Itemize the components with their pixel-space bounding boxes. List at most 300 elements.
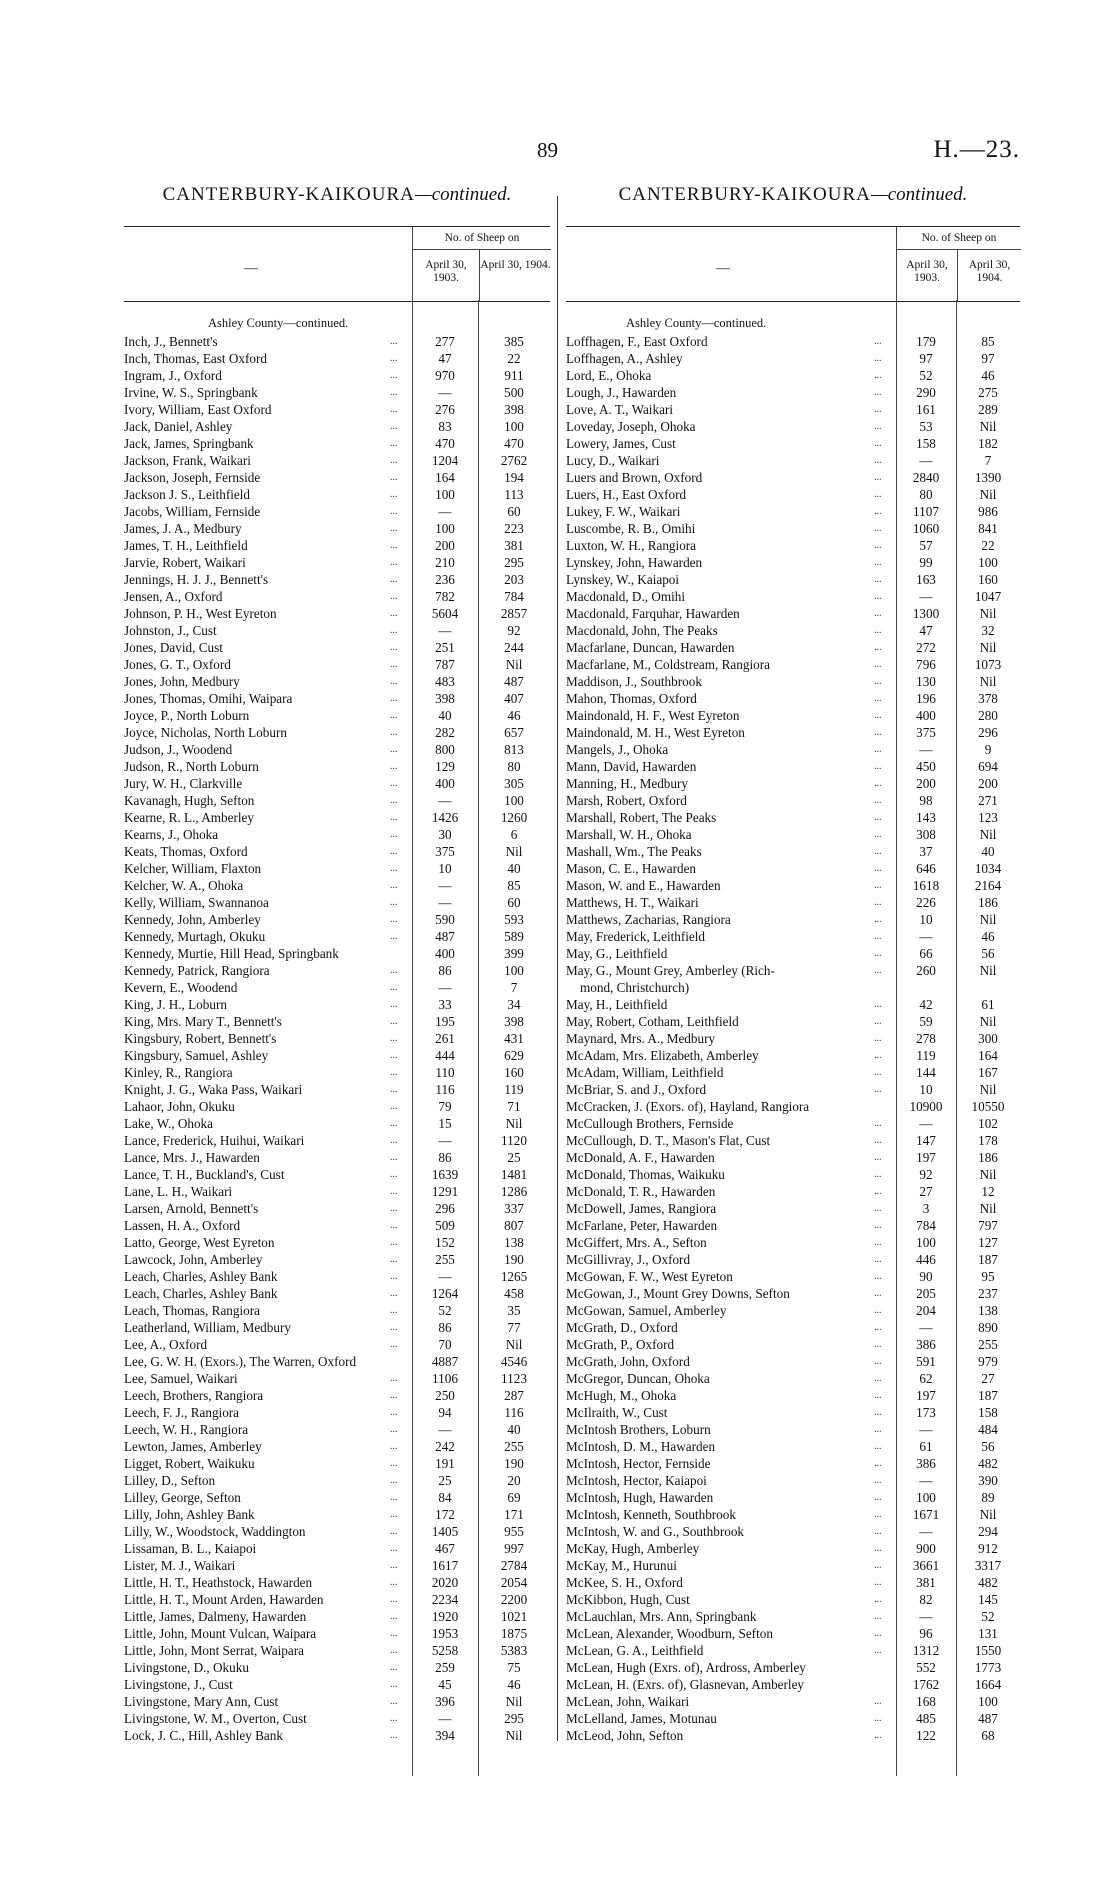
leader-dots: ... [874,948,882,959]
right-table-header [566,226,1020,302]
holder-name: McKee, S. H., Oxford [566,1575,683,1590]
sheep-count-1903: 509 [435,1218,455,1233]
sheep-count-1904: 255 [978,1337,998,1352]
table-row [124,1081,550,1098]
table-row [566,1200,1020,1217]
holder-name: Kennedy, Patrick, Rangiora [124,963,270,978]
sheep-count-1903: 260 [916,963,936,978]
sheep-count-1903: — [919,1320,933,1335]
holder-name: Lowery, James, Cust [566,436,676,451]
right-column-title [566,184,1020,212]
leader-dots: ... [874,1169,882,1180]
sheep-count-1903: 205 [916,1286,936,1301]
sheep-count-1904: 160 [978,572,998,587]
table-row [566,792,1020,809]
table-row [566,690,1020,707]
holder-name: McLean, Hugh (Exrs. of), Ardross, Amberley [566,1660,806,1675]
table-row [566,1149,1020,1166]
right-title-suffix: —continued. [870,184,968,205]
sheep-count-1904: 3317 [974,1558,1002,1573]
sheep-count-1904: 1664 [974,1677,1002,1692]
sheep-count-1903: 4887 [431,1354,459,1369]
sheep-count-1903: 381 [916,1575,936,1590]
holder-name: Jennings, H. J. J., Bennett's [124,572,269,587]
holder-name: Ligget, Robert, Waikuku [124,1456,255,1471]
sheep-count-1904: 390 [978,1473,998,1488]
sheep-count-1903: 787 [435,657,455,672]
table-row [566,656,1020,673]
sheep-count-1903: 278 [916,1031,936,1046]
leader-dots: ... [390,1169,398,1180]
sheep-count-1903: 94 [438,1405,452,1420]
sheep-count-1904: 294 [978,1524,998,1539]
leader-dots: ... [874,1543,882,1554]
sheep-count-1903: — [438,1422,452,1437]
sheep-count-1903: 200 [916,776,936,791]
sheep-count-1904: 186 [978,1150,998,1165]
sheep-count-1904: 813 [504,742,524,757]
holder-name: McKay, Hugh, Amberley [566,1541,700,1556]
table-row [566,911,1020,928]
sheep-count-1903: 272 [916,640,936,655]
sheep-count-1903: 179 [916,334,936,349]
holder-name: Lane, L. H., Waikari [124,1184,233,1199]
table-row [566,622,1020,639]
holder-name: Lance, Frederick, Huihui, Waikari [124,1133,305,1148]
sheep-count-1904: 2762 [500,453,528,468]
table-row [566,1370,1020,1387]
sheep-count-1904: 35 [507,1303,521,1318]
sheep-count-1903: — [438,385,452,400]
left-header-group-title: No. of Sheep on [413,227,551,250]
sheep-count-1904: 694 [978,759,998,774]
sheep-count-1904: 85 [981,334,995,349]
table-row [124,1455,550,1472]
table-row [566,418,1020,435]
sheep-count-1904: 10550 [971,1099,1005,1114]
sheep-count-1904: Nil [979,1082,997,1097]
leader-dots: ... [874,710,882,721]
holder-name: Lassen, H. A., Oxford [124,1218,241,1233]
table-row [566,1591,1020,1608]
sheep-count-1903: 86 [438,963,452,978]
table-row [566,1251,1020,1268]
sheep-count-1903: 130 [916,674,936,689]
sheep-count-1903: 386 [916,1337,936,1352]
table-row [566,537,1020,554]
holder-name: McGowan, J., Mount Grey Downs, Sefton [566,1286,790,1301]
leader-dots: ... [390,642,398,653]
table-row [124,826,550,843]
sheep-count-1904: 470 [504,436,524,451]
table-row [124,1693,550,1710]
leader-dots: ... [390,965,398,976]
leader-dots: ... [390,676,398,687]
table-row [566,435,1020,452]
sheep-count-1904: 69 [507,1490,521,1505]
holder-name: Mason, C. E., Hawarden [566,861,697,876]
sheep-count-1904: 407 [504,691,524,706]
sheep-count-1904: 200 [978,776,998,791]
sheep-count-1904: 25 [507,1150,521,1165]
holder-name: Luscombe, R. B., Omihi [566,521,696,536]
sheep-count-1904: 138 [504,1235,524,1250]
leader-dots: ... [390,1696,398,1707]
sheep-count-1904: 1875 [500,1626,528,1641]
table-row [566,1642,1020,1659]
table-row [124,1608,550,1625]
holder-name: Mashall, Wm., The Peaks [566,844,702,859]
leader-dots: ... [390,540,398,551]
table-row [566,843,1020,860]
leader-dots: ... [874,1509,882,1520]
holder-name: McGrath, D., Oxford [566,1320,678,1335]
table-row [124,1591,550,1608]
table-row [566,1489,1020,1506]
holder-name: Leech, Brothers, Rangiora [124,1388,264,1403]
leader-dots: ... [390,744,398,755]
sheep-count-1903: 168 [916,1694,936,1709]
table-row [566,1115,1020,1132]
holder-name: McLelland, James, Motunau [566,1711,717,1726]
sheep-count-1903: 25 [438,1473,452,1488]
leader-dots: ... [390,863,398,874]
leader-dots: ... [390,1458,398,1469]
holder-name: Little, John, Mount Vulcan, Waipara [124,1626,317,1641]
table-row [124,690,550,707]
sheep-count-1903: 5258 [431,1643,459,1658]
sheep-count-1904: 113 [504,487,524,502]
leader-dots: ... [874,1356,882,1367]
leader-dots: ... [390,1594,398,1605]
right-column [566,184,1020,1744]
table-row [124,1098,550,1115]
sheep-count-1904: 7 [510,980,518,995]
holder-name: McDonald, T. R., Hawarden [566,1184,716,1199]
holder-name: Marsh, Robert, Oxford [566,793,687,808]
holder-name: Little, H. T., Mount Arden, Hawarden [124,1592,324,1607]
table-row [124,945,550,962]
sheep-count-1904: 100 [504,963,524,978]
leader-dots: ... [390,1611,398,1622]
sheep-count-1904: Nil [505,657,523,672]
right-header-col2: April 30, 1904. [957,249,1021,301]
sheep-count-1904: 46 [507,1677,521,1692]
sheep-count-1904: 32 [981,623,995,638]
holder-name: Kelcher, William, Flaxton [124,861,262,876]
sheep-count-1903: 375 [435,844,455,859]
sheep-count-1903: 1060 [912,521,940,536]
leader-dots: ... [874,1730,882,1741]
leader-dots: ... [390,1662,398,1673]
holder-name: Jensen, A., Oxford [124,589,223,604]
sheep-count-1904: 275 [978,385,998,400]
sheep-count-1904: 378 [978,691,998,706]
leader-dots: ... [390,1254,398,1265]
table-row [124,486,550,503]
leader-dots: ... [390,1203,398,1214]
leader-dots: ... [874,795,882,806]
leader-dots: ... [390,659,398,670]
leader-dots: ... [874,625,882,636]
table-row [124,707,550,724]
sheep-count-1903: 261 [435,1031,455,1046]
table-row [566,1302,1020,1319]
leader-dots: ... [874,472,882,483]
sheep-count-1903: 396 [435,1694,455,1709]
table-row [124,333,550,350]
sheep-count-1903: 197 [916,1388,936,1403]
sheep-count-1904: Nil [979,912,997,927]
leader-dots: ... [390,472,398,483]
leader-dots: ... [390,1390,398,1401]
holder-name: Kelcher, W. A., Ohoka [124,878,244,893]
sheep-count-1904: 194 [504,470,524,485]
leader-dots: ... [390,404,398,415]
leader-dots: ... [874,574,882,585]
holder-name: Lough, J., Hawarden [566,385,677,400]
leader-dots: ... [874,1424,882,1435]
sheep-count-1903: 590 [435,912,455,927]
sheep-count-1903: 1426 [431,810,459,825]
table-row [566,1064,1020,1081]
table-row [124,1302,550,1319]
sheep-count-1904: 158 [978,1405,998,1420]
sheep-count-1904: 4546 [500,1354,528,1369]
leader-dots: ... [390,353,398,364]
sheep-count-1903: 98 [919,793,933,808]
table-row [124,350,550,367]
holder-name: Lissaman, B. L., Kaiapoi [124,1541,257,1556]
sheep-count-1903: 10900 [909,1099,943,1114]
sheep-count-1904: 182 [978,436,998,451]
table-row [124,1489,550,1506]
table-row [124,1047,550,1064]
leader-dots: ... [390,846,398,857]
table-row [566,707,1020,724]
sheep-count-1904: 1047 [974,589,1002,604]
holder-name: McCracken, J. (Exors. of), Hayland, Rangiora [566,1099,810,1114]
leader-dots: ... [874,1628,882,1639]
sheep-count-1904: 123 [978,810,998,825]
holder-name: McLauchlan, Mrs. Ann, Springbank [566,1609,757,1624]
leader-dots: ... [874,863,882,874]
table-row [566,1285,1020,1302]
sheep-count-1904: 487 [504,674,524,689]
table-row [124,1115,550,1132]
table-row [566,673,1020,690]
sheep-count-1904: 2857 [500,606,528,621]
holder-name: May, Robert, Cotham, Leithfield [566,1014,739,1029]
holder-name: Kingsbury, Robert, Bennett's [124,1031,277,1046]
sheep-count-1904: Nil [979,1507,997,1522]
sheep-count-1904: 160 [504,1065,524,1080]
sheep-count-1903: — [919,453,933,468]
table-row [124,1404,550,1421]
sheep-count-1903: 1106 [432,1371,458,1386]
sheep-count-1903: — [919,1609,933,1624]
sheep-count-1904: 46 [981,368,995,383]
leader-dots: ... [390,931,398,942]
sheep-count-1903: 308 [916,827,936,842]
sheep-count-1904: 1021 [500,1609,528,1624]
sheep-count-1904: 295 [504,1711,524,1726]
table-row [566,401,1020,418]
holder-name: King, J. H., Loburn [124,997,227,1012]
holder-name: McCullough Brothers, Fernside [566,1116,734,1131]
sheep-count-1903: 2234 [431,1592,459,1607]
sheep-count-1904: 7 [984,453,992,468]
sheep-count-1904: 52 [981,1609,995,1624]
sheep-count-1904: 1390 [974,470,1002,485]
leader-dots: ... [874,744,882,755]
sheep-count-1904: 27 [981,1371,995,1386]
holder-name: Little, James, Dalmeny, Hawarden [124,1609,307,1624]
sheep-count-1903: 470 [435,436,455,451]
sheep-count-1904: 1034 [974,861,1002,876]
holder-name: McHugh, M., Ohoka [566,1388,677,1403]
leader-dots: ... [874,914,882,925]
holder-name: James, T. H., Leithfield [124,538,248,553]
holder-name: McIntosh, W. and G., Southbrook [566,1524,745,1539]
holder-name: Lawcock, John, Amberley [124,1252,263,1267]
sheep-count-1904: 955 [504,1524,524,1539]
holder-name: Lee, Samuel, Waikari [124,1371,238,1386]
leader-dots: ... [390,1526,398,1537]
sheep-count-1903: 79 [438,1099,452,1114]
table-row [124,1625,550,1642]
leader-dots: ... [390,829,398,840]
leader-dots: ... [874,1611,882,1622]
sheep-count-1904: 797 [978,1218,998,1233]
holder-name: Keats, Thomas, Oxford [124,844,248,859]
sheep-count-1903: 446 [916,1252,936,1267]
table-row [566,962,1020,996]
leader-dots: ... [390,455,398,466]
sheep-count-1903: 1639 [431,1167,459,1182]
leader-dots: ... [390,608,398,619]
holder-name: Mason, W. and E., Hawarden [566,878,721,893]
sheep-count-1903: 84 [438,1490,452,1505]
table-row [566,1081,1020,1098]
sheep-count-1904: 34 [507,997,521,1012]
holder-name: Larsen, Arnold, Bennett's [124,1201,259,1216]
leader-dots: ... [390,1492,398,1503]
left-table-header [124,226,550,302]
leader-dots: ... [874,1339,882,1350]
sheep-count-1904: 482 [978,1575,998,1590]
holder-name: Loffhagen, A., Ashley [566,351,683,366]
sheep-count-1903: 92 [919,1167,933,1182]
holder-name: Judson, J., Woodend [124,742,233,757]
leader-dots: ... [390,1543,398,1554]
table-row [566,1336,1020,1353]
table-row [124,452,550,469]
holder-name: Lord, E., Ohoka [566,368,652,383]
sheep-count-1903: 259 [435,1660,455,1675]
holder-name: Latto, George, West Eyreton [124,1235,275,1250]
leader-dots: ... [390,1509,398,1520]
table-row [124,435,550,452]
holder-name: Knight, J. G., Waka Pass, Waikari [124,1082,303,1097]
leader-dots: ... [874,1560,882,1571]
table-row [566,894,1020,911]
holder-name: Inch, J., Bennett's [124,334,218,349]
table-row [124,1149,550,1166]
holder-name: Lilley, D., Sefton [124,1473,216,1488]
leader-dots: ... [874,1050,882,1061]
sheep-count-1904: 289 [978,402,998,417]
sheep-count-1903: 144 [916,1065,936,1080]
leader-dots: ... [874,693,882,704]
sheep-count-1904: 56 [981,1439,995,1454]
sheep-count-1903: 483 [435,674,455,689]
sheep-count-1903: — [919,1473,933,1488]
sheep-count-1903: 83 [438,419,452,434]
sheep-count-1904: 305 [504,776,524,791]
holder-name: May, G., Leithfield [566,946,668,961]
leader-dots: ... [390,1237,398,1248]
sheep-count-1904: 593 [504,912,524,927]
sheep-count-1904: 657 [504,725,524,740]
sheep-count-1903: 33 [438,997,452,1012]
sheep-count-1904: 77 [507,1320,521,1335]
sheep-count-1903: 375 [916,725,936,740]
sheep-count-1903: 276 [435,402,455,417]
sheep-count-1904: 807 [504,1218,524,1233]
leader-dots: ... [390,625,398,636]
sheep-count-1903: 296 [435,1201,455,1216]
sheep-count-1904: 1286 [500,1184,528,1199]
table-row [566,1625,1020,1642]
right-county-heading: Ashley County—continued. [626,316,767,330]
holder-name: Luers, H., East Oxford [566,487,687,502]
table-row [124,1642,550,1659]
sheep-count-1903: 10 [438,861,452,876]
table-row [124,1710,550,1727]
leader-dots: ... [390,914,398,925]
holder-name: Kelly, William, Swannanoa [124,895,269,910]
sheep-count-1904: 2164 [974,878,1002,893]
leader-dots: ... [874,489,882,500]
holder-name: Mann, David, Hawarden [566,759,697,774]
sheep-count-1904: 1481 [500,1167,528,1182]
holder-name: Livingstone, W. M., Overton, Cust [124,1711,307,1726]
sheep-count-1903: — [438,504,452,519]
holder-name: Manning, H., Medbury [566,776,688,791]
leader-dots: ... [874,1135,882,1146]
leader-dots: ... [874,370,882,381]
table-row [124,1319,550,1336]
holder-name: Lewton, James, Amberley [124,1439,262,1454]
leader-dots: ... [874,1033,882,1044]
holder-name: McGowan, Samuel, Amberley [566,1303,727,1318]
leader-dots: ... [390,1050,398,1061]
table-row [566,1574,1020,1591]
table-row [124,656,550,673]
holder-name: Kearne, R. L., Amberley [124,810,255,825]
left-rows [124,302,550,1744]
table-row [124,639,550,656]
leader-dots: ... [390,370,398,381]
table-row [566,554,1020,571]
leader-dots: ... [874,931,882,942]
table-row [566,877,1020,894]
sheep-count-1904: 6 [510,827,518,842]
leader-dots: ... [874,846,882,857]
sheep-count-1903: 1300 [912,606,940,621]
table-row [124,1183,550,1200]
